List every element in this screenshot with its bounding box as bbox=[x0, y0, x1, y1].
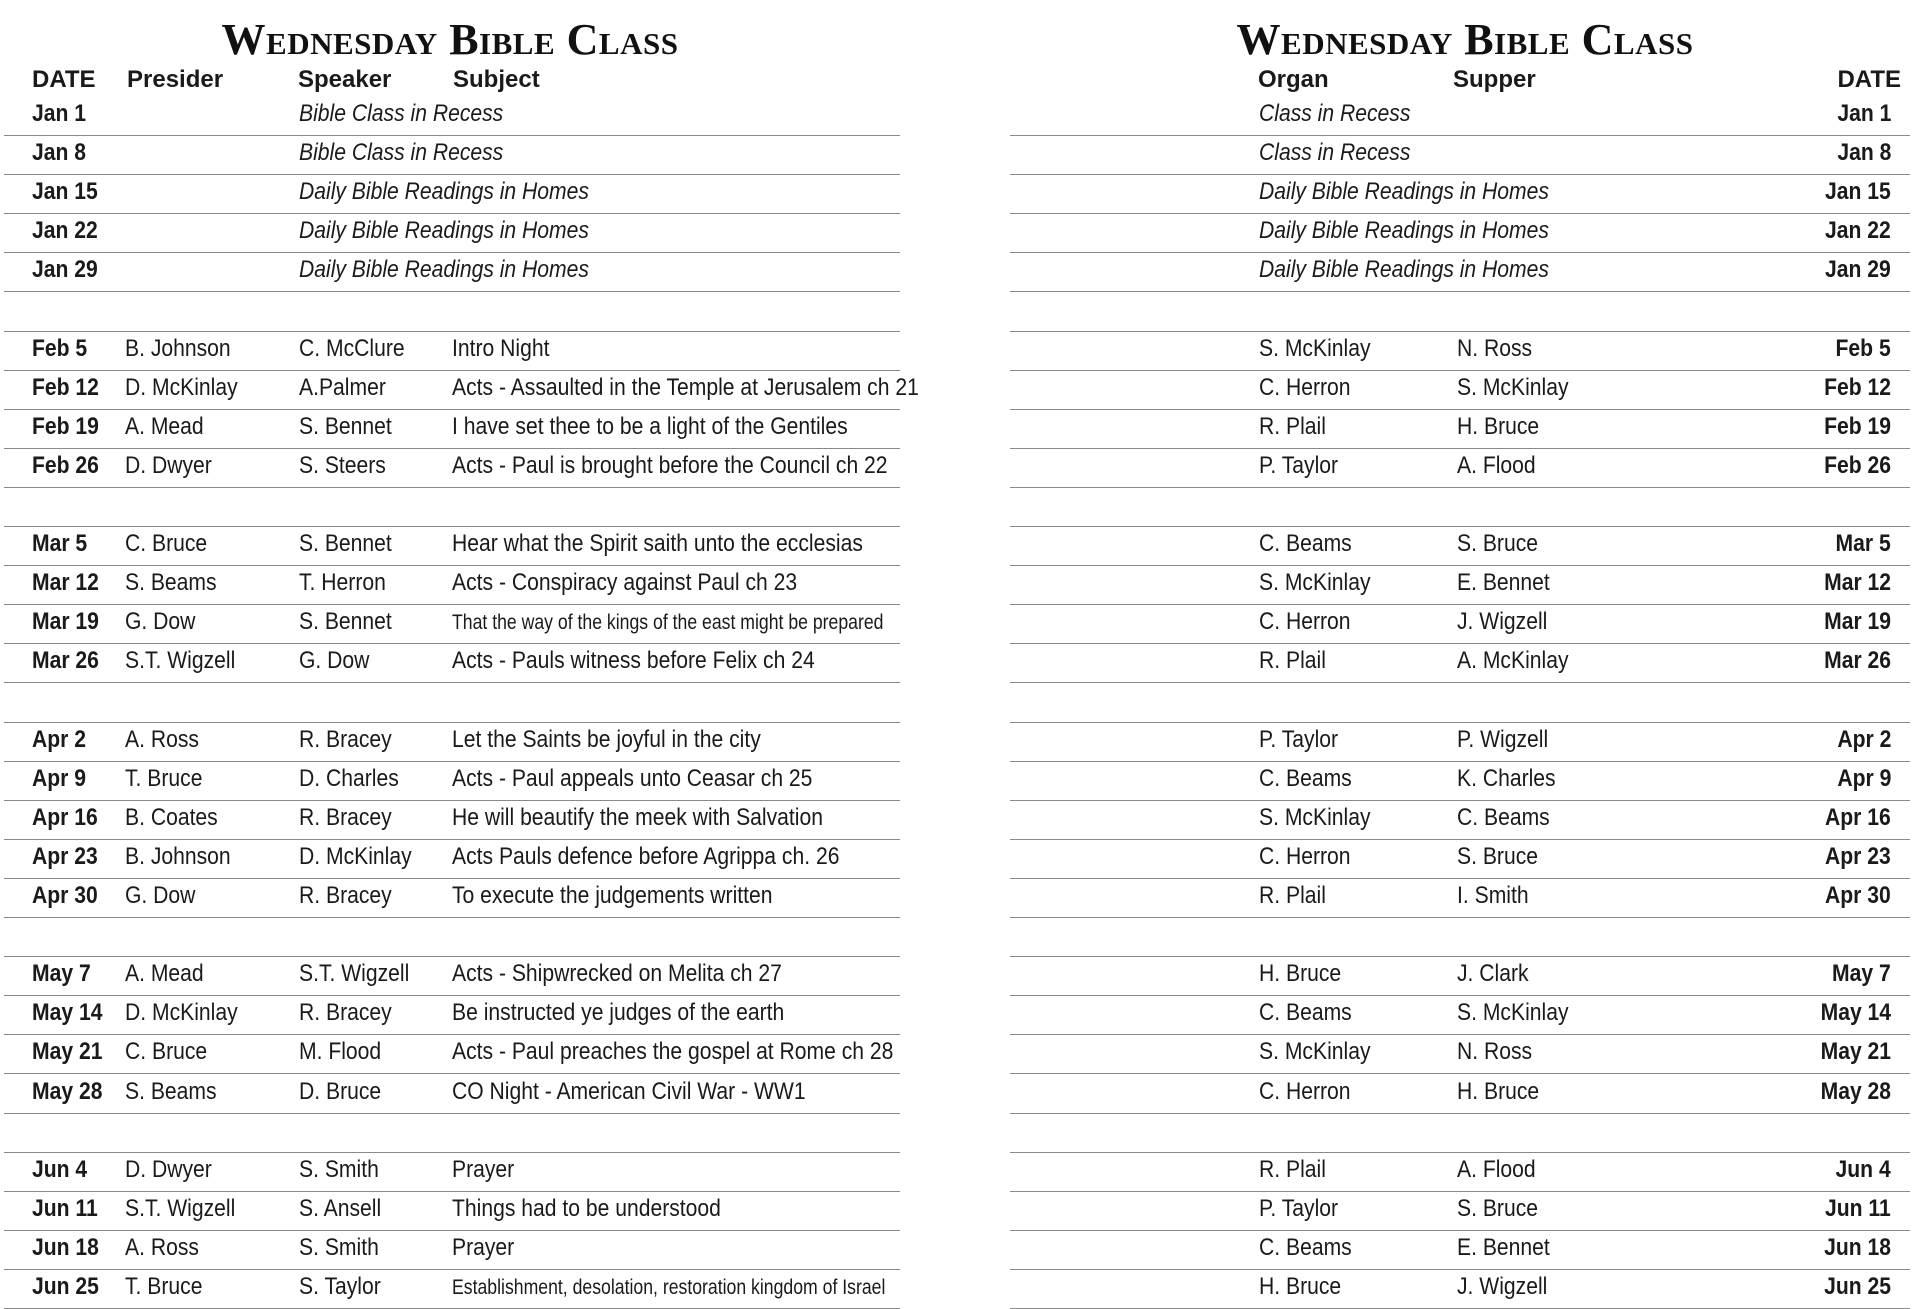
table-row bbox=[4, 643, 900, 683]
table-row bbox=[4, 409, 900, 449]
table-row bbox=[4, 800, 900, 840]
header-supper: Supper bbox=[1453, 66, 1536, 93]
date-cell-right: Feb 19 bbox=[1824, 412, 1891, 440]
spacer-row bbox=[4, 292, 900, 332]
spacer-row bbox=[1010, 292, 1910, 332]
note-cell: Bible Class in Recess bbox=[299, 100, 504, 127]
table-row bbox=[1010, 174, 1910, 214]
date-cell-right: May 28 bbox=[1820, 1077, 1891, 1105]
table-row bbox=[1010, 1074, 1910, 1114]
table-row bbox=[1010, 213, 1910, 253]
table-row bbox=[4, 252, 900, 292]
spacer-row bbox=[4, 1113, 900, 1153]
date-cell: Feb 12 bbox=[32, 373, 99, 401]
speaker-cell: S. Bennet bbox=[299, 608, 392, 636]
supper-cell: S. McKinlay bbox=[1457, 999, 1569, 1027]
presider-cell: D. Dwyer bbox=[125, 1155, 212, 1183]
organ-cell: C. Beams bbox=[1259, 999, 1352, 1027]
spacer-row bbox=[1010, 917, 1910, 957]
table-row bbox=[1010, 956, 1910, 996]
spacer-row bbox=[4, 917, 900, 957]
date-cell: Apr 30 bbox=[32, 882, 98, 909]
date-cell-right: Mar 26 bbox=[1824, 647, 1891, 675]
date-cell-right: Apr 16 bbox=[1825, 803, 1891, 831]
right-page bbox=[1010, 0, 1920, 1306]
table-row bbox=[1010, 331, 1910, 371]
speaker-cell: R. Bracey bbox=[299, 999, 392, 1027]
date-cell-right: Jan 8 bbox=[1836, 139, 1891, 167]
table-row bbox=[4, 331, 900, 371]
date-cell: Mar 12 bbox=[32, 569, 99, 597]
supper-cell: A. McKinlay bbox=[1457, 647, 1569, 675]
speaker-cell: G. Dow bbox=[299, 647, 370, 675]
supper-cell: N. Ross bbox=[1457, 1038, 1533, 1066]
subject-cell: Acts - Shipwrecked on Melita ch 27 bbox=[452, 960, 782, 988]
date-cell-right: Mar 12 bbox=[1824, 569, 1891, 597]
table-row bbox=[4, 565, 900, 605]
organ-cell: H. Bruce bbox=[1259, 1273, 1342, 1300]
speaker-cell: R. Bracey bbox=[299, 803, 392, 831]
presider-cell: T. Bruce bbox=[125, 1273, 203, 1300]
speaker-cell: S. Bennet bbox=[299, 412, 392, 440]
table-row bbox=[1010, 878, 1910, 918]
organ-cell: C. Beams bbox=[1259, 530, 1352, 558]
date-cell: Jan 29 bbox=[32, 256, 98, 284]
date-cell: Feb 26 bbox=[32, 451, 99, 479]
date-cell: Jan 15 bbox=[32, 178, 98, 206]
speaker-cell: S. Smith bbox=[299, 1233, 379, 1261]
note-cell: Daily Bible Readings in Homes bbox=[1259, 217, 1549, 245]
presider-cell: A. Ross bbox=[125, 1233, 199, 1261]
organ-cell: C. Herron bbox=[1259, 842, 1351, 870]
speaker-cell: R. Bracey bbox=[299, 725, 392, 753]
table-row bbox=[1010, 839, 1910, 879]
organ-cell: P. Taylor bbox=[1259, 1194, 1339, 1222]
table-row bbox=[1010, 995, 1910, 1035]
date-cell-right: Jan 29 bbox=[1825, 256, 1891, 284]
supper-cell: C. Beams bbox=[1457, 803, 1550, 831]
date-cell-right: Feb 26 bbox=[1824, 451, 1891, 479]
presider-cell: A. Mead bbox=[125, 412, 204, 440]
organ-cell: R. Plail bbox=[1259, 412, 1326, 440]
presider-cell: D. Dwyer bbox=[125, 451, 212, 479]
organ-cell: H. Bruce bbox=[1259, 960, 1342, 988]
date-cell-right: Jan 22 bbox=[1825, 217, 1891, 245]
table-row bbox=[4, 878, 900, 918]
date-cell: Mar 5 bbox=[32, 530, 88, 558]
organ-cell: C. Beams bbox=[1259, 1233, 1352, 1261]
date-cell: Apr 2 bbox=[32, 725, 86, 753]
supper-cell: S. McKinlay bbox=[1457, 373, 1569, 401]
note-cell: Class in Recess bbox=[1259, 139, 1411, 167]
speaker-cell: S. Ansell bbox=[299, 1194, 382, 1222]
spacer-row bbox=[1010, 1113, 1910, 1153]
date-cell: Feb 19 bbox=[32, 412, 99, 440]
speaker-cell: M. Flood bbox=[299, 1038, 382, 1066]
table-row bbox=[1010, 604, 1910, 644]
subject-cell: Establishment, desolation, restoration kingdom of Israel bbox=[452, 1276, 886, 1299]
organ-cell: C. Beams bbox=[1259, 764, 1352, 792]
organ-cell: S. McKinlay bbox=[1259, 569, 1371, 597]
table-row bbox=[4, 174, 900, 214]
presider-cell: S. Beams bbox=[125, 1077, 217, 1105]
subject-cell: Be instructed ye judges of the earth bbox=[452, 999, 785, 1027]
table-row bbox=[4, 956, 900, 996]
supper-cell: P. Wigzell bbox=[1457, 725, 1549, 753]
presider-cell: S.T. Wigzell bbox=[125, 647, 236, 675]
subject-cell: Let the Saints be joyful in the city bbox=[452, 725, 761, 753]
subject-cell: Hear what the Spirit saith unto the ecclesias bbox=[452, 530, 863, 558]
speaker-cell: S. Steers bbox=[299, 451, 386, 479]
table-row bbox=[1010, 1034, 1910, 1074]
organ-cell: C. Herron bbox=[1259, 608, 1351, 636]
presider-cell: B. Johnson bbox=[125, 334, 231, 362]
left-page bbox=[0, 0, 919, 1306]
date-cell-right: Feb 12 bbox=[1824, 373, 1891, 401]
table-row bbox=[4, 135, 900, 175]
table-row bbox=[4, 213, 900, 253]
date-cell-right: Feb 5 bbox=[1835, 334, 1891, 362]
subject-cell: Acts - Paul preaches the gospel at Rome ch 28 bbox=[452, 1038, 894, 1066]
date-cell-right: May 7 bbox=[1832, 960, 1891, 988]
speaker-cell: A.Palmer bbox=[299, 373, 386, 401]
header-subject: Subject bbox=[453, 66, 540, 93]
table-row bbox=[1010, 1191, 1910, 1231]
header-organ: Organ bbox=[1258, 66, 1329, 93]
table-row bbox=[4, 1191, 900, 1231]
table-row bbox=[1010, 135, 1910, 175]
table-row bbox=[4, 526, 900, 566]
date-cell-right: Jan 1 bbox=[1836, 100, 1891, 127]
spacer-row bbox=[4, 683, 900, 723]
presider-cell: B. Coates bbox=[125, 803, 218, 831]
table-row bbox=[4, 96, 900, 136]
supper-cell: E. Bennet bbox=[1457, 1233, 1550, 1261]
supper-cell: A. Flood bbox=[1457, 1155, 1536, 1183]
presider-cell: D. McKinlay bbox=[125, 999, 238, 1027]
speaker-cell: S. Bennet bbox=[299, 530, 392, 558]
speaker-cell: R. Bracey bbox=[299, 882, 392, 909]
date-cell-right: May 14 bbox=[1820, 999, 1891, 1027]
date-cell: Mar 26 bbox=[32, 647, 99, 675]
organ-cell: C. Herron bbox=[1259, 1077, 1351, 1105]
speaker-cell: S. Taylor bbox=[299, 1273, 381, 1300]
supper-cell: S. Bruce bbox=[1457, 530, 1539, 558]
subject-cell: He will beautify the meek with Salvation bbox=[452, 803, 823, 831]
date-cell: May 28 bbox=[32, 1077, 103, 1105]
table-row bbox=[4, 1230, 900, 1270]
date-cell: Apr 9 bbox=[32, 764, 86, 792]
supper-cell: K. Charles bbox=[1457, 764, 1556, 792]
subject-cell: Acts - Paul is brought before the Council ch 22 bbox=[452, 451, 888, 479]
presider-cell: D. McKinlay bbox=[125, 373, 238, 401]
date-cell: Feb 5 bbox=[32, 334, 88, 362]
table-row bbox=[4, 1074, 900, 1114]
table-row bbox=[4, 1152, 900, 1192]
presider-cell: G. Dow bbox=[125, 608, 196, 636]
subject-cell: CO Night - American Civil War - WW1 bbox=[452, 1077, 806, 1105]
organ-cell: R. Plail bbox=[1259, 882, 1326, 909]
date-cell-right: May 21 bbox=[1820, 1038, 1891, 1066]
subject-cell: To execute the judgements written bbox=[452, 882, 773, 909]
table-row bbox=[1010, 722, 1910, 762]
note-cell: Daily Bible Readings in Homes bbox=[299, 178, 589, 206]
date-cell: Jun 18 bbox=[32, 1233, 99, 1261]
table-row bbox=[1010, 96, 1910, 136]
subject-cell: Things had to be understood bbox=[452, 1194, 721, 1222]
organ-cell: P. Taylor bbox=[1259, 451, 1339, 479]
presider-cell: T. Bruce bbox=[125, 764, 203, 792]
header-date-right: DATE bbox=[1837, 66, 1901, 93]
date-cell: Jan 8 bbox=[32, 139, 87, 167]
table-row bbox=[1010, 370, 1910, 410]
supper-cell: J. Wigzell bbox=[1457, 1273, 1548, 1300]
table-row bbox=[4, 995, 900, 1035]
date-cell-right: Apr 9 bbox=[1837, 764, 1891, 792]
presider-cell: G. Dow bbox=[125, 882, 196, 909]
date-cell: Apr 16 bbox=[32, 803, 98, 831]
table-row bbox=[1010, 800, 1910, 840]
supper-cell: N. Ross bbox=[1457, 334, 1533, 362]
note-cell: Daily Bible Readings in Homes bbox=[299, 217, 589, 245]
table-row bbox=[4, 604, 900, 644]
organ-cell: S. McKinlay bbox=[1259, 1038, 1371, 1066]
subject-cell: Prayer bbox=[452, 1233, 515, 1261]
table-row bbox=[1010, 409, 1910, 449]
speaker-cell: S. Smith bbox=[299, 1155, 379, 1183]
date-cell: Jun 11 bbox=[32, 1194, 98, 1222]
date-cell: May 14 bbox=[32, 999, 103, 1027]
subject-cell: Acts - Assaulted in the Temple at Jerusalem ch 21 bbox=[452, 373, 919, 401]
speaker-cell: T. Herron bbox=[299, 569, 386, 597]
header-presider: Presider bbox=[127, 66, 224, 93]
table-row bbox=[1010, 1230, 1910, 1270]
organ-cell: R. Plail bbox=[1259, 647, 1326, 675]
header-date: DATE bbox=[32, 66, 96, 93]
organ-cell: S. McKinlay bbox=[1259, 334, 1371, 362]
spacer-row bbox=[4, 487, 900, 527]
note-cell: Daily Bible Readings in Homes bbox=[1259, 256, 1549, 284]
subject-cell: Acts - Pauls witness before Felix ch 24 bbox=[452, 647, 815, 675]
date-cell: Apr 23 bbox=[32, 842, 98, 870]
date-cell-right: Mar 19 bbox=[1824, 608, 1891, 636]
subject-cell: That the way of the kings of the east might be prepared bbox=[452, 611, 884, 635]
spacer-row bbox=[1010, 487, 1910, 527]
speaker-cell: S.T. Wigzell bbox=[299, 960, 410, 988]
supper-cell: S. Bruce bbox=[1457, 1194, 1539, 1222]
organ-cell: R. Plail bbox=[1259, 1155, 1326, 1183]
presider-cell: A. Mead bbox=[125, 960, 204, 988]
table-row bbox=[4, 722, 900, 762]
date-cell: Jan 22 bbox=[32, 217, 98, 245]
date-cell-right: Jun 4 bbox=[1835, 1155, 1891, 1183]
date-cell: May 7 bbox=[32, 960, 91, 988]
table-row bbox=[1010, 448, 1910, 488]
table-row bbox=[4, 1034, 900, 1074]
note-cell: Daily Bible Readings in Homes bbox=[1259, 178, 1549, 206]
note-cell: Bible Class in Recess bbox=[299, 139, 504, 167]
date-cell-right: Apr 30 bbox=[1825, 882, 1891, 909]
subject-cell: Acts Pauls defence before Agrippa ch. 26 bbox=[452, 842, 840, 870]
supper-cell: H. Bruce bbox=[1457, 412, 1540, 440]
date-cell: Jan 1 bbox=[32, 100, 87, 127]
date-cell-right: Jun 25 bbox=[1824, 1273, 1891, 1300]
supper-cell: S. Bruce bbox=[1457, 842, 1539, 870]
presider-cell: A. Ross bbox=[125, 725, 199, 753]
date-cell-right: Jan 15 bbox=[1825, 178, 1891, 206]
table-row bbox=[4, 761, 900, 801]
table-row bbox=[1010, 761, 1910, 801]
date-cell-right: Jun 18 bbox=[1824, 1233, 1891, 1261]
table-row bbox=[1010, 565, 1910, 605]
subject-cell: Acts - Conspiracy against Paul ch 23 bbox=[452, 569, 798, 597]
organ-cell: P. Taylor bbox=[1259, 725, 1339, 753]
table-row bbox=[1010, 252, 1910, 292]
supper-cell: A. Flood bbox=[1457, 451, 1536, 479]
presider-cell: S. Beams bbox=[125, 569, 217, 597]
table-row bbox=[1010, 1269, 1910, 1309]
date-cell-right: Apr 2 bbox=[1837, 725, 1891, 753]
left-title: Wednesday Bible Class bbox=[221, 15, 679, 64]
subject-cell: I have set thee to be a light of the Gentiles bbox=[452, 412, 848, 440]
date-cell: May 21 bbox=[32, 1038, 103, 1066]
organ-cell: S. McKinlay bbox=[1259, 803, 1371, 831]
table-row bbox=[4, 839, 900, 879]
presider-cell: B. Johnson bbox=[125, 842, 231, 870]
supper-cell: J. Wigzell bbox=[1457, 608, 1548, 636]
note-cell: Class in Recess bbox=[1259, 100, 1411, 127]
presider-cell: C. Bruce bbox=[125, 530, 208, 558]
presider-cell: S.T. Wigzell bbox=[125, 1194, 236, 1222]
header-speaker: Speaker bbox=[298, 66, 392, 93]
speaker-cell: D. Bruce bbox=[299, 1077, 382, 1105]
date-cell: Jun 4 bbox=[32, 1155, 88, 1183]
note-cell: Daily Bible Readings in Homes bbox=[299, 256, 589, 284]
date-cell-right: Jun 11 bbox=[1825, 1194, 1891, 1222]
date-cell-right: Apr 23 bbox=[1825, 842, 1891, 870]
supper-cell: I. Smith bbox=[1457, 882, 1529, 909]
supper-cell: E. Bennet bbox=[1457, 569, 1550, 597]
supper-cell: H. Bruce bbox=[1457, 1077, 1540, 1105]
subject-cell: Intro Night bbox=[452, 334, 550, 362]
table-row bbox=[4, 1269, 900, 1309]
presider-cell: C. Bruce bbox=[125, 1038, 208, 1066]
supper-cell: J. Clark bbox=[1457, 960, 1529, 988]
date-cell-right: Mar 5 bbox=[1835, 530, 1891, 558]
organ-cell: C. Herron bbox=[1259, 373, 1351, 401]
table-row bbox=[1010, 643, 1910, 683]
speaker-cell: D. Charles bbox=[299, 764, 399, 792]
subject-cell: Acts - Paul appeals unto Ceasar ch 25 bbox=[452, 764, 813, 792]
right-title: Wednesday Bible Class bbox=[1236, 15, 1694, 64]
spacer-row bbox=[1010, 683, 1910, 723]
date-cell: Mar 19 bbox=[32, 608, 99, 636]
table-row bbox=[4, 370, 919, 410]
table-row bbox=[1010, 526, 1910, 566]
date-cell: Jun 25 bbox=[32, 1273, 99, 1300]
subject-cell: Prayer bbox=[452, 1155, 515, 1183]
speaker-cell: C. McClure bbox=[299, 334, 405, 362]
table-row bbox=[1010, 1152, 1910, 1192]
speaker-cell: D. McKinlay bbox=[299, 842, 412, 870]
table-row bbox=[4, 448, 900, 488]
